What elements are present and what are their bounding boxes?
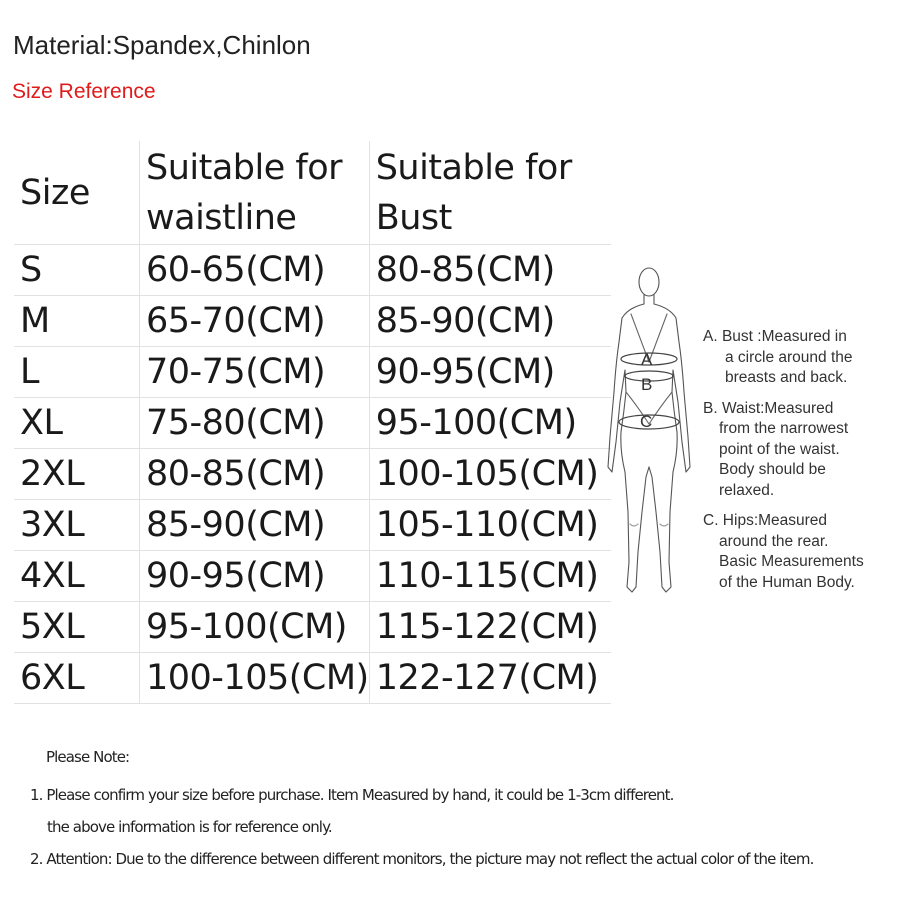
cell-bust: 105-110(CM) [369, 500, 611, 551]
cell-bust: 100-105(CM) [369, 449, 611, 500]
bust-note-line3: breasts and back. [725, 369, 848, 386]
cell-bust: 122-127(CM) [369, 653, 611, 704]
table-row [14, 551, 611, 602]
hips-note [703, 511, 893, 593]
table-row [14, 296, 611, 347]
cell-waist: 100-105(CM) [140, 653, 370, 704]
figure-label-c: C [640, 412, 653, 431]
please-note-title: Please Note: [46, 748, 130, 766]
figure-label-a: A [641, 350, 653, 369]
please-note-item-1: 1. Please confirm your size before purchase. Item Measured by hand, it could be 1-3cm different. [30, 786, 674, 804]
hips-note-line3: Basic Measurements [719, 553, 864, 570]
header-waistline-line2: waistline [146, 197, 297, 238]
bust-note-line1: A. Bust :Measured in [703, 328, 847, 345]
cell-waist: 65-70(CM) [140, 296, 370, 347]
cell-size: 5XL [14, 602, 140, 653]
cell-waist: 85-90(CM) [140, 500, 370, 551]
waist-note [703, 399, 893, 502]
body-measurement-figure [598, 262, 698, 607]
table-row [14, 347, 611, 398]
header-bust-line1: Suitable for [375, 147, 572, 188]
hips-note-line4: of the Human Body. [719, 573, 855, 591]
table-row [14, 500, 611, 551]
waist-note-line4: Body should be [719, 461, 826, 478]
measurement-notes [703, 327, 893, 603]
cell-bust: 80-85(CM) [369, 245, 611, 296]
please-note-item-1-continued: the above information is for reference only. [47, 818, 332, 836]
waist-note-line1: B. Waist:Measured [703, 399, 834, 417]
cell-waist: 95-100(CM) [140, 602, 370, 653]
cell-size: S [14, 245, 140, 296]
cell-bust: 115-122(CM) [369, 602, 611, 653]
table-row [14, 449, 611, 500]
figure-head [639, 268, 659, 296]
cell-size: 2XL [14, 449, 140, 500]
figure-label-b: B [641, 375, 653, 394]
material-text: Material:Spandex,Chinlon [13, 30, 311, 60]
table-row [14, 398, 611, 449]
cell-waist: 80-85(CM) [140, 449, 370, 500]
header-waistline-line1: Suitable for [146, 147, 343, 188]
table-header-row [14, 141, 611, 245]
bust-note-line2: a circle around the [725, 348, 853, 366]
please-note-item-2: 2. Attention: Due to the difference between different monitors, the picture may not reflect the actual color of the item. [30, 850, 814, 868]
cell-size: L [14, 347, 140, 398]
cell-waist: 90-95(CM) [140, 551, 370, 602]
size-table [14, 141, 611, 704]
cell-size: XL [14, 398, 140, 449]
table-row [14, 245, 611, 296]
hips-note-line1: C. Hips:Measured [703, 512, 828, 529]
header-bust-line2: Bust [375, 197, 452, 238]
cell-bust: 85-90(CM) [369, 296, 611, 347]
waist-note-line5: relaxed. [719, 481, 775, 499]
header-size: Size [14, 141, 140, 245]
cell-bust: 110-115(CM) [369, 551, 611, 602]
size-reference-title: Size Reference [12, 80, 156, 103]
cell-size: 6XL [14, 653, 140, 704]
header-bust [369, 141, 611, 245]
hips-note-line2: around the rear. [719, 532, 829, 550]
cell-bust: 95-100(CM) [369, 398, 611, 449]
waist-note-line2: from the narrowest [719, 420, 849, 437]
table-row [14, 653, 611, 704]
table-row [14, 602, 611, 653]
cell-size: 4XL [14, 551, 140, 602]
header-waistline [140, 141, 370, 245]
cell-size: M [14, 296, 140, 347]
cell-size: 3XL [14, 500, 140, 551]
cell-waist: 70-75(CM) [140, 347, 370, 398]
cell-waist: 75-80(CM) [140, 398, 370, 449]
cell-bust: 90-95(CM) [369, 347, 611, 398]
bust-note [703, 327, 893, 389]
waist-note-line3: point of the waist. [719, 440, 840, 458]
cell-waist: 60-65(CM) [140, 245, 370, 296]
